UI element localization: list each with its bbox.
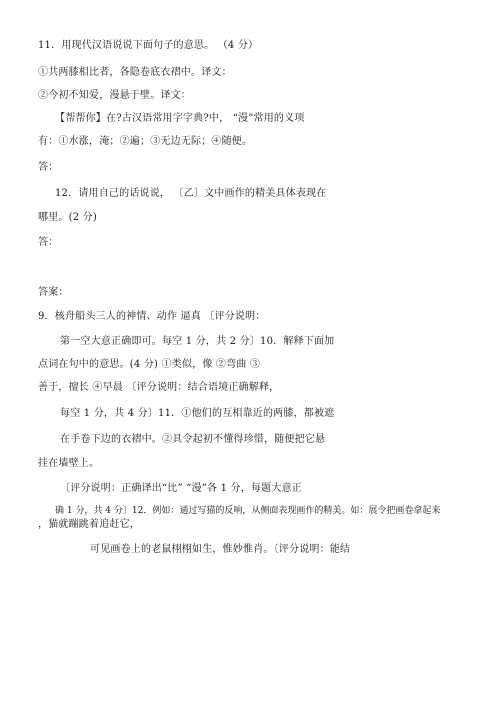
answer-10-cont: 善于，擅长 ④早晨 〔评分说明：结合语境正确解释， (38, 382, 280, 393)
answer-11-cont-2: 挂在墙壁上。 (38, 458, 100, 469)
question-12-prompt: 12．请用自己的话说说， 〔乙〕文中画作的精美具体表现在 (55, 188, 327, 199)
question-11-prompt: 11．用现代汉语说说下面句子的意思。 （4 分） (38, 40, 259, 51)
question-12-prompt-cont: 哪里。(2 分) (38, 212, 97, 223)
answer-label: 答： (38, 237, 59, 248)
help-note-definitions: 有：①水涨，淹；②遍；③无边无际；④随便。 (38, 136, 253, 147)
answer-12-cont: ，猫就蹦跳着追赶它， (38, 519, 140, 530)
answers-heading: 答案： (38, 287, 69, 298)
answer-11-scoring: 〔评分说明：正确译出“比” “漫”各 1 分，每题大意正 (60, 483, 302, 494)
answer-9-scoring: 第一空大意正确即可。每空 1 分，共 2 分〕10．解释下面加 (60, 336, 335, 347)
answer-11: 每空 1 分，共 4 分〕11．①他们的互相靠近的两膝，都被遮 (60, 408, 335, 419)
answer-11-cont: 在手卷下边的衣褶中。②具令起初不懂得珍惜，随便把它悬 (60, 434, 326, 445)
answer-9: 9．核舟船头三人的神情、动作 逼真 〔评分说明： (38, 311, 266, 322)
answer-label: 答： (38, 162, 59, 173)
answer-12-cont-2: 可见画卷上的老鼠栩栩如生，惟妙惟肖。〔评分说明：能结 (90, 544, 351, 555)
answer-12: 确 1 分，共 4 分〕12．例如：通过写猫的反响，从侧面表现画作的精美。如：展令把画卷拿起来 (55, 506, 441, 516)
question-11-sentence-1: ①共两膝相比者，各隐卷底衣褶中。译文： (38, 67, 232, 78)
question-11-sentence-2: ②今初不知爱，漫悬于壁。译文： (38, 90, 191, 101)
answer-10: 点词在句中的意思。(4 分) ①类似，像 ②弯曲 ③ (38, 359, 261, 370)
help-note: 【帮帮你】在?古汉语常用字字典?中， “漫”常用的义项 (55, 113, 305, 124)
